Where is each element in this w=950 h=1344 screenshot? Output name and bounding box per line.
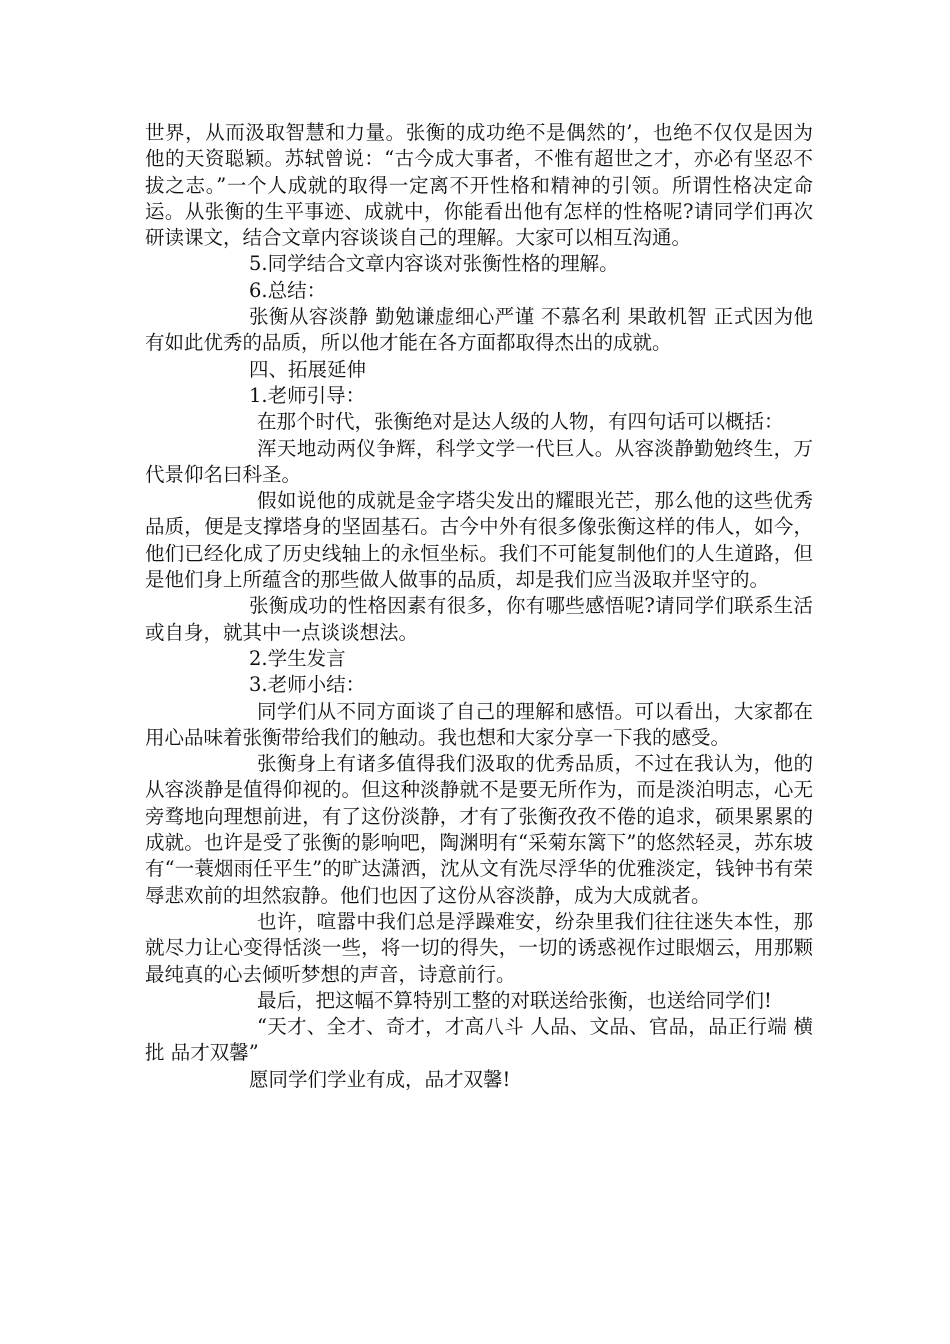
paragraph-teacher-guide: 1.老师引导： (249, 383, 366, 407)
paragraph-reflection: 同学们从不同方面谈了自己的理解和感悟。可以看出，大家都在用心品味着张衡带给我们的触动。我也想和大家分享一下我的感受。 (145, 699, 813, 749)
paragraph-era: 在那个时代，张衡绝对是达人级的人物，有四句话可以概括： (257, 410, 784, 434)
paragraph-teacher-summary: 3.老师小结： (249, 673, 366, 697)
paragraph-intro: 世界，从而汲取智慧和力量。张衡的成功绝不是偶然的’，也绝不仅仅是因为他的天资聪颖。苏轼曾说：“古今成大事者，不惟有超世之才，亦必有坚忍不拔之志。”一个人成就的取得一定离不开性格和精神的引领。所谓性格决定命运。从张衡的生平事迹、成就中，你能看出他有怎样的性格呢?请同学们再次研读课文，结合文章内容谈谈自己的理解。大家可以相互沟通。 (145, 121, 813, 250)
paragraph-summary: 张衡从容淡静 勤勉谦虚细心严谨 不慕名利 果敢机智 正式因为他有如此优秀的品质，所以他才能在各方面都取得杰出的成就。 (145, 305, 813, 355)
paragraph-step-5: 5.同学结合文章内容谈对张衡性格的理解。 (249, 252, 619, 276)
paragraph-noise: 也许，喧嚣中我们总是浮躁难安，纷杂里我们往往迷失本性，那就尽力让心变得恬淡一些，将一切的得失，一切的诱惑视作过眼烟云，用那颗最纯真的心去倾听梦想的声音，诗意前行。 (145, 909, 813, 986)
paragraph-calmness: 张衡身上有诸多值得我们汲取的优秀品质，不过在我认为，他的从容淡静是值得仰视的。但这种淡静就不是要无所作为，而是淡泊明志，心无旁骛地向理想前进，有了这份淡静，才有了张衡孜孜不倦的追求，硕果累累的成就。也许是受了张衡的影响吧，陶渊明有“采菊东篱下”的悠然轻灵，苏东坡有“一蓑烟雨任平生”的旷达潇洒，沈从文有洗尽浮华的优雅淡定，钱钟书有荣辱悲欢前的坦然寂静。他们也因了这份从容淡静，成为大成就者。 (145, 752, 813, 907)
paragraph-verse: 浑天地动两仪争辉，科学文学一代巨人。从容淡静勤勉终生，万代景仰名曰科圣。 (145, 436, 813, 486)
paragraph-couplet: “天才、全才、奇才，才高八斗 人品、文品、官品，品正行端 横批 品才双馨” (145, 1015, 813, 1065)
section-heading-extension: 四、拓展延伸 (249, 357, 367, 381)
paragraph-couplet-intro: 最后，把这幅不算特别工整的对联送给张衡，也送给同学们! (257, 988, 772, 1012)
document-body (145, 120, 813, 1093)
paragraph-pyramid: 假如说他的成就是金字塔尖发出的耀眼光芒，那么他的这些优秀品质，便是支撑塔身的坚固基石。古今中外有很多像张衡这样的伟人，如今，他们已经化成了历史线轴上的永恒坐标。我们不可能复制他们的人生道路，但是他们身上所蕴含的那些做人做事的品质，却是我们应当汲取并坚守的。 (145, 489, 813, 592)
paragraph-question: 张衡成功的性格因素有很多，你有哪些感悟呢?请同学们联系生活或自身，就其中一点谈谈想法。 (145, 594, 813, 644)
paragraph-student-speech: 2.学生发言 (249, 646, 346, 670)
paragraph-step-6: 6.总结： (249, 278, 327, 302)
paragraph-closing: 愿同学们学业有成，品才双馨! (249, 1067, 511, 1091)
